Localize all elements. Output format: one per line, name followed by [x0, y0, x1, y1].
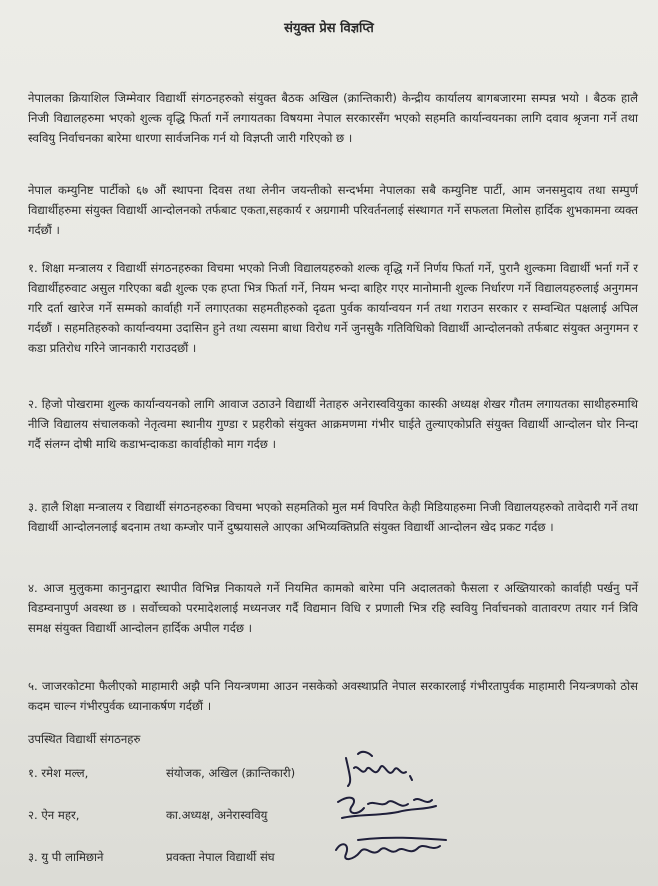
signatory-name: ३. यु पी लामिछाने [28, 850, 104, 864]
paragraph-point-5: ५. जाजरकोटमा फैलीएको माहामारी अझै पनि नियन्त्रणमा आउन नसकेको अवस्थाप्रति नेपाल सरकारलाई गंभीरतापुर्वक माहामारी नियन्त्रणको ठोस कदम चाल्न गंभीरपुर्वक ध्यानाकर्षण गर्दछौं । [28, 679, 638, 713]
signatory-name: २. ऐन महर, [28, 808, 80, 822]
paragraph-point-2: २. हिजो पोखरामा शुल्क कार्यान्वयनको लागि आवाज उठाउने विद्यार्थी नेताहरु अनेरास्ववियुका कास्की अध्यक्ष शेखर गौतम लगायतका साथीहरुमाथि नीजि विद्यालय संचालकको नेतृत्वमा स्थानीय गुण्डा र प्रहरीको संयुक्त आक्रमणमा गंभीर घाईते तुल्याएकोप्रति संयुक्त विद्यार्थी आन्दोलन घोर निन्दा गर्दै संलग्न दोषी माथि कडाभन्दाकडा कार्वाहीको माग गर्दछ । [28, 397, 638, 451]
document-title: संयुक्त प्रेस विज्ञप्ति [284, 21, 374, 36]
paragraph-intro: नेपालका क्रियाशिल जिम्मेवार विद्यार्थी संगठनहरुको संयुक्त बैठक अखिल (क्रान्तिकारी) केन्द्रीय कार्यालय बागबजारमा सम्पन्न भयो । बैठक हालै निजी विद्यालहरुमा भएको शुल्क वृद्धि फिर्ता गर्ने लगायतका विषयमा नेपाल सरकारसँग भएको सहमति कार्यान्वयनका लागि दवाव श्रृजना गर्ने तथा स्ववियु निर्वाचनका बारेमा धारणा सार्वजनिक गर्न यो विज्ञप्ती जारी गरिएको छ । [28, 91, 638, 145]
signatory-name: १. रमेश मल्ल, [28, 766, 89, 780]
signatory-role: का.अध्यक्ष, अनेरास्ववियु [166, 808, 268, 822]
paragraph-point-3: ३. हालै शिक्षा मन्त्रालय र विद्यार्थी संगठनहरुका विचमा भएको सहमतिको मुल मर्म विपरित केही मिडियाहरुमा निजी विद्यालयहरुको तावेदारी गर्ने तथा विद्यार्थी आन्दोलनलाई बदनाम तथा कम्जोर पार्ने दुष्प्रयासले आएका अभिव्यक्तिप्रति संयुक्त विद्यार्थी आन्दोलन खेद प्रकट गर्दछ । [28, 500, 638, 534]
signatory-row [28, 758, 638, 788]
handwritten-signature [328, 746, 458, 790]
attending-heading: उपस्थित विद्यार्थी संगठनहरु [28, 732, 141, 746]
paragraph-point-4: ४. आज मुलुकमा कानुनद्वारा स्थापीत विभिन्न निकायले गर्ने नियमित कामको बारेमा पनि अदालतको फैसला र अख्तियारको कार्वाही पर्खनु पर्ने विडम्वनापुर्ण अवस्था छ । सर्वोच्चको परमादेशलाई मध्यनजर गर्दै विद्यमान विधि र प्रणाली भित्र रहि स्ववियु निर्वाचनको वातावरण तयार गर्न त्रिवि समक्ष संयुक्त विद्यार्थी आन्दोलन हार्दिक अपील गर्दछ । [28, 581, 638, 635]
signatory-role: प्रवक्ता नेपाल विद्यार्थी संघ [166, 850, 275, 864]
paragraph-greetings: नेपाल कम्युनिष्ट पार्टीको ६७ औं स्थापना दिवस तथा लेनीन जयन्तीको सन्दर्भमा नेपालका सबै कम्युनिष्ट पार्टी, आम जनसमुदाय तथा सम्पुर्ण विद्यार्थीहरुमा संयुक्त विद्यार्थी आन्दोलनको तर्फबाट एकता,सहकार्य र अग्रगामी परिवर्तनलाई संस्थागत गर्ने सफलता मिलोस हार्दिक शुभकामना व्यक्त गर्दछौं । [28, 183, 638, 237]
signatory-role: संयोजक, अखिल (क्रान्तिकारी) [166, 766, 296, 780]
paragraph-point-1: १. शिक्षा मन्त्रालय र विद्यार्थी संगठनहरुका विचमा भएको निजी विद्यालयहरुको शल्क वृद्धि गर्ने निर्णय फिर्ता गर्ने, पुरानै शुल्कमा विद्यार्थी भर्ना गर्ने र विद्यार्थीहरुवाट असुल गरिएका बढी शुल्क एक हप्ता भित्र फिर्ता गर्ने, नियम भन्दा बाहिर गएर मानोमानी शुल्क निर्धारण गर्ने विद्यालयहरुलाई अनुगमन गरि दर्ता खारेज गर्ने सम्मको कार्वाही गर्ने लगाएतका सहमतीहरुको दृढता पुर्वक कार्यान्वयन गर्न तथा गराउन सरकार र सम्वन्धित पक्षलाई अपिल गर्दछौं । सहमतिहरुको कार्यान्वयमा उदासिन हुने तथा त्यसमा बाधा विरोध गर्ने जुनसुकै गतिविधिको विद्यार्थी आन्दोलनको तर्फबाट संयुक्त अनुगमन र कडा प्रतिरोध गरिने जानकारी गराउदछौं । [28, 261, 638, 355]
handwritten-signature [328, 830, 458, 874]
signatory-row [28, 800, 638, 830]
handwritten-signature [328, 788, 458, 832]
signatory-row [28, 842, 638, 872]
